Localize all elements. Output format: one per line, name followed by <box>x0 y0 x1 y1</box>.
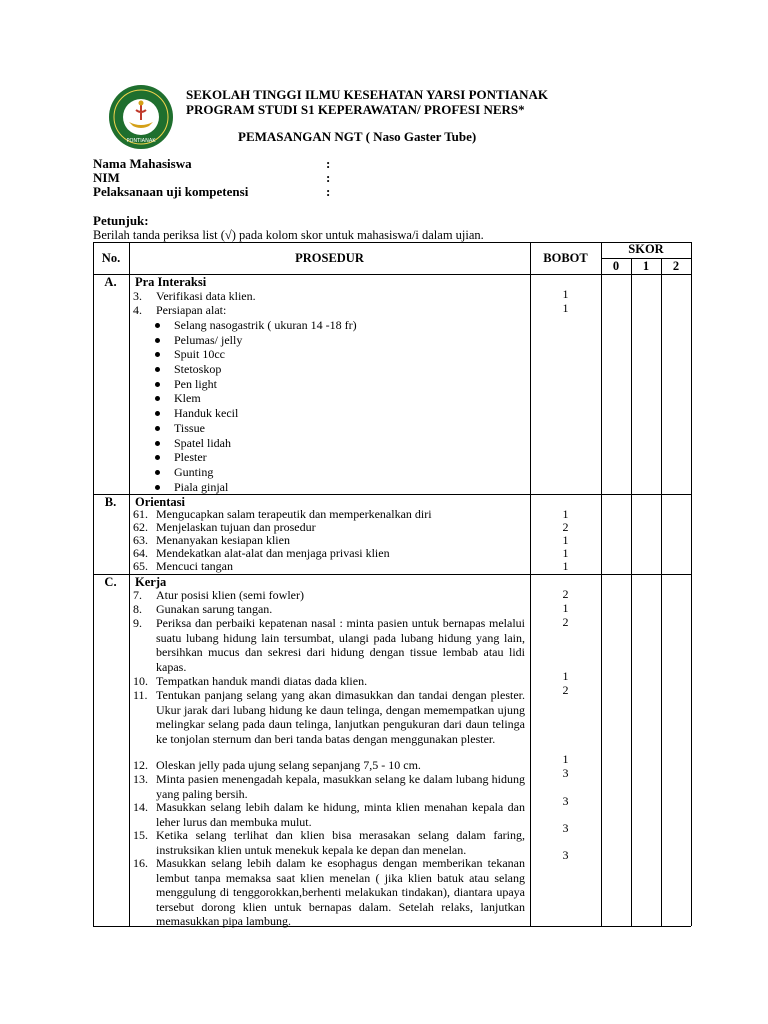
procedure-item <box>133 688 525 746</box>
section-title: Pra Interaksi <box>135 275 207 289</box>
item-text: Minta pasien menengadah kepala, masukkan selang ke dalam lubang hidung yang paling bersih. <box>156 772 525 801</box>
bobot-value: 1 <box>562 287 569 301</box>
item-number: 64. <box>133 546 148 560</box>
item-text: Mengucapkan salam terapeutik dan memperkenalkan diri <box>156 507 432 521</box>
item-text: Masukkan selang lebih dalam ke esophagus dengan memberikan tekanan lembut tanpa memaksa saat klien menelan ( jika klien batuk atau selang menggulung di tenggorokkan,berhenti melakukan tindakan), diantara upaya tersebut dorong klien untuk bernapas dalam. Setelah relaks, lanjutkan memasukkan pipa lambung. <box>156 856 525 929</box>
item-number: 10. <box>133 674 148 688</box>
equipment-item: Handuk kecil <box>155 406 238 421</box>
item-number: 11. <box>133 688 148 702</box>
procedure-item <box>133 602 525 617</box>
assessment-table <box>93 242 691 929</box>
procedure-item <box>133 758 525 773</box>
item-number: 12. <box>133 758 148 772</box>
section-letter: C. <box>104 575 117 589</box>
institution-name: SEKOLAH TINGGI ILMU KESEHATAN YARSI PONTIANAK <box>186 87 549 102</box>
institution-logo <box>108 84 174 150</box>
equipment-item: Tissue <box>155 421 205 436</box>
bobot-value: 1 <box>562 601 569 615</box>
item-text: Ketika selang terlihat dan klien bisa merasakan selang dalam faring, instruksikan klien untuk menekuk kepala ke depan dan menelan. <box>156 828 525 857</box>
procedure-item <box>133 674 525 689</box>
logo-text: PONTIANAK <box>126 138 156 144</box>
equipment-item: Klem <box>155 391 201 406</box>
section-title: Orientasi <box>135 495 185 509</box>
program-name: PROGRAM STUDI S1 KEPERAWATAN/ PROFESI NERS* <box>186 102 525 117</box>
bobot-value: 1 <box>562 559 569 573</box>
header-skor-0: 0 <box>612 259 620 273</box>
item-text: Periksa dan perbaiki kepatenan nasal : minta pasien untuk bernapas melalui suatu lubang hidung lain tersumbat, ulangi pada lubang hidung yang lain, bersihkan mucus dan sekresi dari hidung dengan tissue lembab atau lidi kapas. <box>156 616 525 674</box>
item-text: Menjelaskan tujuan dan prosedur <box>156 520 316 534</box>
item-text: Persiapan alat: <box>156 303 227 317</box>
pelaksanaan-colon: : <box>326 184 331 199</box>
item-text: Masukkan selang lebih dalam ke hidung, minta klien menahan kepala dan leher lurus dan membuka mulut. <box>156 800 525 829</box>
item-number: 3. <box>133 289 142 303</box>
item-text: Oleskan jelly pada ujung selang sepanjang 7,5 - 10 cm. <box>156 758 421 772</box>
section-letter: B. <box>104 495 117 509</box>
item-text: Menanyakan kesiapan klien <box>156 533 290 547</box>
equipment-item: Plester <box>155 450 207 465</box>
item-text: Tempatkan handuk mandi diatas dada klien. <box>156 674 368 688</box>
bobot-value: 3 <box>562 821 569 835</box>
bobot-value: 1 <box>562 752 569 766</box>
bobot-value: 3 <box>562 766 569 780</box>
equipment-item: Gunting <box>155 465 213 480</box>
item-number: 61. <box>133 507 148 521</box>
procedure-item <box>133 303 525 318</box>
equipment-item: Pen light <box>155 377 217 392</box>
equipment-item: Pelumas/ jelly <box>155 333 242 348</box>
petunjuk-text: Berilah tanda periksa list (√) pada kolom skor untuk mahasiswa/i dalam ujian. <box>93 228 484 242</box>
pelaksanaan-label: Pelaksanaan uji kompetensi <box>93 184 249 199</box>
header-bobot: BOBOT <box>543 251 588 265</box>
header-skor-2: 2 <box>672 259 680 273</box>
item-number: 15. <box>133 828 148 842</box>
bobot-value: 1 <box>562 507 569 521</box>
bobot-value: 1 <box>562 533 569 547</box>
nama-label: Nama Mahasiswa <box>93 156 192 171</box>
petunjuk-label: Petunjuk: <box>93 213 149 228</box>
nim-colon: : <box>326 170 331 185</box>
procedure-item <box>133 289 525 304</box>
procedure-item <box>133 828 525 857</box>
item-text: Mencuci tangan <box>156 559 233 573</box>
procedure-item <box>133 856 525 929</box>
item-number: 62. <box>133 520 148 534</box>
item-number: 14. <box>133 800 148 814</box>
bobot-value: 2 <box>562 587 569 601</box>
bobot-value: 2 <box>562 615 569 629</box>
bobot-value: 2 <box>562 520 569 534</box>
item-number: 7. <box>133 588 142 602</box>
item-text: Atur posisi klien (semi fowler) <box>156 588 304 602</box>
equipment-item: Piala ginjal <box>155 480 228 495</box>
item-number: 9. <box>133 616 142 630</box>
equipment-item: Spuit 10cc <box>155 347 225 362</box>
item-number: 8. <box>133 602 142 616</box>
nama-colon: : <box>326 156 331 171</box>
header-skor-1: 1 <box>642 259 650 273</box>
nim-label: NIM <box>93 170 120 185</box>
bobot-value: 1 <box>562 669 569 683</box>
item-number: 4. <box>133 303 142 317</box>
item-number: 13. <box>133 772 148 786</box>
item-text: Mendekatkan alat-alat dan menjaga privasi klien <box>156 546 390 560</box>
equipment-item: Selang nasogastrik ( ukuran 14 -18 fr) <box>155 318 357 333</box>
equipment-item: Stetoskop <box>155 362 221 377</box>
item-number: 63. <box>133 533 148 547</box>
bobot-value: 1 <box>562 546 569 560</box>
header-no: No. <box>101 251 121 265</box>
equipment-item: Spatel lidah <box>155 436 231 451</box>
section-letter: A. <box>104 275 117 289</box>
bobot-value: 1 <box>562 301 569 315</box>
item-text: Gunakan sarung tangan. <box>156 602 273 616</box>
procedure-item <box>133 559 525 574</box>
procedure-item <box>133 772 525 801</box>
item-text: Tentukan panjang selang yang akan dimasukkan dan tandai dengan plester. Ukur jarak dari lubang hidung ke daun telinga, dengan memempatkan ujung melingkar selang pada daun telinga, lanjutkan pengukuran dari daun telinga ke tonjolan sternum dan beri tanda batas dengan menggunakan plester. <box>156 688 525 746</box>
bobot-value: 2 <box>562 683 569 697</box>
bobot-value: 3 <box>562 848 569 862</box>
item-number: 65. <box>133 559 148 573</box>
header-prosedur: PROSEDUR <box>295 251 364 265</box>
procedure-item <box>133 616 525 674</box>
item-number: 16. <box>133 856 148 870</box>
bobot-value: 3 <box>562 794 569 808</box>
procedure-item <box>133 588 525 603</box>
section-title: Kerja <box>135 575 167 589</box>
header-skor: SKOR <box>628 242 664 256</box>
document-title: PEMASANGAN NGT ( Naso Gaster Tube) <box>238 129 477 144</box>
item-text: Verifikasi data klien. <box>156 289 256 303</box>
procedure-item <box>133 800 525 829</box>
